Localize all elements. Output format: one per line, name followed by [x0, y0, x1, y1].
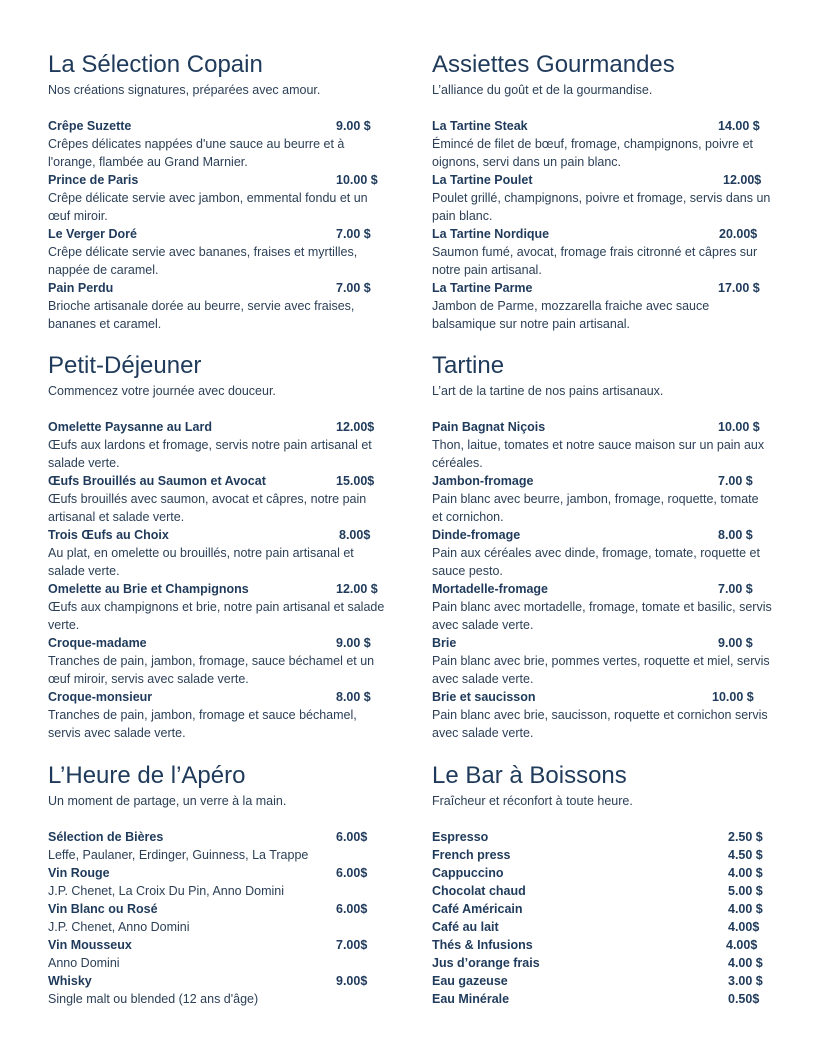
item-description: Crêpe délicate servie avec jambon, emmental fondu et un œuf miroir. — [48, 191, 368, 223]
item-name: La Tartine Poulet — [432, 173, 533, 187]
section-subtitle: Fraîcheur et réconfort à toute heure. — [432, 794, 633, 808]
item-name: Dinde-fromage — [432, 528, 521, 542]
item-name: Whisky — [48, 974, 92, 988]
section-subtitle: L’alliance du goût et de la gourmandise. — [432, 83, 653, 97]
section-title: Le Bar à Boissons — [432, 762, 627, 789]
menu-item — [432, 225, 772, 279]
item-list — [432, 117, 772, 333]
item-price: 15.00$ — [336, 474, 375, 488]
item-price: 9.00 $ — [718, 636, 753, 650]
section-subtitle: L’art de la tartine de nos pains artisanaux. — [432, 384, 664, 398]
item-price: 8.00 $ — [718, 528, 753, 542]
menu-item — [48, 688, 388, 742]
item-price: 14.00 $ — [718, 119, 760, 133]
item-name: Espresso — [432, 830, 489, 844]
item-description: Poulet grillé, champignons, poivre et fromage, servis dans un pain blanc. — [432, 191, 771, 223]
item-list — [48, 418, 388, 742]
section-selection-copain — [48, 50, 388, 333]
item-name: Croque-madame — [48, 636, 147, 650]
item-list — [48, 117, 388, 333]
item-price: 12.00 $ — [336, 582, 378, 596]
item-name: Cappuccino — [432, 866, 504, 880]
drink-item — [432, 864, 772, 882]
item-name: Vin Rouge — [48, 866, 110, 880]
item-price: 10.00 $ — [336, 173, 378, 187]
item-description: J.P. Chenet, La Croix Du Pin, Anno Domini — [48, 884, 285, 898]
item-name: La Tartine Parme — [432, 281, 533, 295]
item-description: J.P. Chenet, Anno Domini — [48, 920, 190, 934]
drink-item — [432, 900, 772, 918]
drink-item — [432, 918, 772, 936]
section-petit-dejeuner — [48, 351, 388, 742]
drink-item — [432, 882, 772, 900]
item-name: Omelette au Brie et Champignons — [48, 582, 249, 596]
menu-item — [48, 634, 388, 688]
item-description: Pain blanc avec beurre, jambon, fromage, roquette, tomate et cornichon. — [432, 492, 759, 524]
item-price: 4.00$ — [728, 920, 760, 934]
item-price: 4.00$ — [726, 938, 758, 952]
section-subtitle: Un moment de partage, un verre à la main. — [48, 794, 287, 808]
section-title: La Sélection Copain — [48, 51, 263, 78]
item-price: 10.00 $ — [712, 690, 754, 704]
item-list — [48, 828, 388, 1008]
menu-item — [48, 526, 388, 580]
section-tartine — [432, 351, 772, 742]
menu-item — [48, 225, 388, 279]
item-description: Tranches de pain, jambon, fromage et sauce béchamel, servis avec salade verte. — [48, 708, 357, 740]
menu-item — [432, 171, 772, 225]
item-price: 10.00 $ — [718, 420, 760, 434]
drink-item — [432, 936, 772, 954]
item-price: 6.00$ — [336, 866, 368, 880]
menu-item — [432, 279, 772, 333]
section-title: Assiettes Gourmandes — [432, 51, 675, 78]
item-price: 4.00 $ — [728, 902, 763, 916]
item-price: 7.00 $ — [336, 227, 371, 241]
item-price: 9.00$ — [336, 974, 368, 988]
item-name: Pain Perdu — [48, 281, 114, 295]
item-description: Saumon fumé, avocat, fromage frais citronné et câpres sur notre pain artisanal. — [432, 245, 758, 277]
drink-item — [432, 954, 772, 972]
item-description: Pain blanc avec brie, pommes vertes, roquette et miel, servis avec salade verte. — [432, 654, 770, 686]
item-name: French press — [432, 848, 511, 862]
item-price: 4.50 $ — [728, 848, 763, 862]
item-price: 6.00$ — [336, 830, 368, 844]
section-subtitle: Nos créations signatures, préparées avec amour. — [48, 83, 321, 97]
item-name: Brie et saucisson — [432, 690, 536, 704]
item-description: Leffe, Paulaner, Erdinger, Guinness, La Trappe — [48, 848, 309, 862]
item-price: 7.00$ — [336, 938, 368, 952]
drink-item — [432, 846, 772, 864]
item-price: 7.00 $ — [718, 582, 753, 596]
item-name: Sélection de Bières — [48, 830, 164, 844]
item-price: 7.00 $ — [336, 281, 371, 295]
item-price: 2.50 $ — [728, 830, 763, 844]
item-name: Prince de Paris — [48, 173, 139, 187]
item-description: Single malt ou blended (12 ans d'âge) — [48, 992, 259, 1006]
item-description: Brioche artisanale dorée au beurre, servie avec fraises, bananes et caramel. — [48, 299, 355, 331]
drink-item — [432, 828, 772, 846]
menu-item — [48, 171, 388, 225]
menu-item — [432, 634, 772, 688]
item-description: Crêpes délicates nappées d'une sauce au beurre et à l'orange, flambée au Grand Marnier. — [48, 137, 345, 169]
item-description: Tranches de pain, jambon, fromage, sauce béchamel et un œuf miroir, servis avec salade verte. — [48, 654, 375, 686]
menu-item — [48, 936, 388, 972]
section-subtitle: Commencez votre journée avec douceur. — [48, 384, 276, 398]
section-heure-apero — [48, 761, 388, 1008]
menu-item — [48, 279, 388, 333]
item-price: 8.00$ — [339, 528, 371, 542]
item-name: La Tartine Steak — [432, 119, 528, 133]
item-price: 17.00 $ — [718, 281, 760, 295]
item-price: 12.00$ — [723, 173, 762, 187]
section-title: Petit-Déjeuner — [48, 352, 202, 379]
item-name: Eau gazeuse — [432, 974, 508, 988]
menu-item — [48, 900, 388, 936]
item-name: Crêpe Suzette — [48, 119, 132, 133]
item-description: Anno Domini — [48, 956, 120, 970]
menu-item — [48, 580, 388, 634]
menu-item — [432, 418, 772, 472]
item-price: 4.00 $ — [728, 866, 763, 880]
item-name: Vin Mousseux — [48, 938, 132, 952]
item-description: Pain blanc avec mortadelle, fromage, tomate et basilic, servis avec salade verte. — [432, 600, 772, 632]
item-description: Œufs brouillés avec saumon, avocat et câpres, notre pain artisanal et salade verte. — [48, 492, 367, 524]
item-name: Omelette Paysanne au Lard — [48, 420, 212, 434]
item-description: Pain blanc avec brie, saucisson, roquette et cornichon servis avec salade verte. — [432, 708, 768, 740]
item-name: Croque-monsieur — [48, 690, 153, 704]
item-name: Brie — [432, 636, 457, 650]
item-name: Vin Blanc ou Rosé — [48, 902, 158, 916]
menu-item — [432, 117, 772, 171]
drink-item — [432, 972, 772, 990]
item-description: Œufs aux champignons et brie, notre pain artisanal et salade verte. — [48, 600, 385, 632]
item-description: Jambon de Parme, mozzarella fraiche avec sauce balsamique sur notre pain artisanal. — [432, 299, 710, 331]
item-description: Émincé de filet de bœuf, fromage, champignons, poivre et oignons, servi dans un pain blanc. — [432, 137, 753, 169]
item-name: Mortadelle-fromage — [432, 582, 548, 596]
section-title: Tartine — [432, 352, 505, 379]
item-name: Thés & Infusions — [432, 938, 533, 952]
section-assiettes-gourmandes — [432, 50, 772, 333]
item-description: Thon, laitue, tomates et notre sauce maison sur un pain aux céréales. — [432, 438, 765, 470]
item-price: 9.00 $ — [336, 119, 371, 133]
item-name: Jus d’orange frais — [432, 956, 540, 970]
item-name: Café au lait — [432, 920, 499, 934]
item-price: 3.00 $ — [728, 974, 763, 988]
item-description: Au plat, en omelette ou brouillés, notre pain artisanal et salade verte. — [48, 546, 354, 578]
item-list — [432, 418, 772, 742]
menu-item — [432, 688, 772, 742]
item-name: Le Verger Doré — [48, 227, 137, 241]
item-name: Pain Bagnat Niçois — [432, 420, 546, 434]
menu-item — [432, 580, 772, 634]
menu-item — [432, 526, 772, 580]
menu-item — [48, 864, 388, 900]
item-description: Œufs aux lardons et fromage, servis notre pain artisanal et salade verte. — [48, 438, 372, 470]
item-price: 7.00 $ — [718, 474, 753, 488]
menu-item — [432, 472, 772, 526]
item-price: 20.00$ — [719, 227, 758, 241]
item-price: 12.00$ — [336, 420, 375, 434]
item-name: Eau Minérale — [432, 992, 510, 1006]
item-list — [432, 828, 772, 1008]
item-name: Chocolat chaud — [432, 884, 526, 898]
item-price: 5.00 $ — [728, 884, 763, 898]
menu-item — [48, 472, 388, 526]
item-name: Jambon-fromage — [432, 474, 534, 488]
item-name: Œufs Brouillés au Saumon et Avocat — [48, 474, 266, 488]
section-bar-boissons — [432, 761, 772, 1008]
item-name: Trois Œufs au Choix — [48, 528, 169, 542]
item-description: Crêpe délicate servie avec bananes, fraises et myrtilles, nappée de caramel. — [48, 245, 358, 277]
item-price: 8.00 $ — [336, 690, 371, 704]
section-title: L’Heure de l’Apéro — [48, 762, 246, 789]
menu-item — [48, 418, 388, 472]
item-name: La Tartine Nordique — [432, 227, 550, 241]
drink-item — [432, 990, 772, 1008]
item-price: 6.00$ — [336, 902, 368, 916]
menu-item — [48, 117, 388, 171]
menu-item — [48, 828, 388, 864]
item-price: 9.00 $ — [336, 636, 371, 650]
item-name: Café Américain — [432, 902, 523, 916]
item-price: 4.00 $ — [728, 956, 763, 970]
menu-item — [48, 972, 388, 1008]
item-price: 0.50$ — [728, 992, 760, 1006]
item-description: Pain aux céréales avec dinde, fromage, tomate, roquette et sauce pesto. — [432, 546, 760, 578]
